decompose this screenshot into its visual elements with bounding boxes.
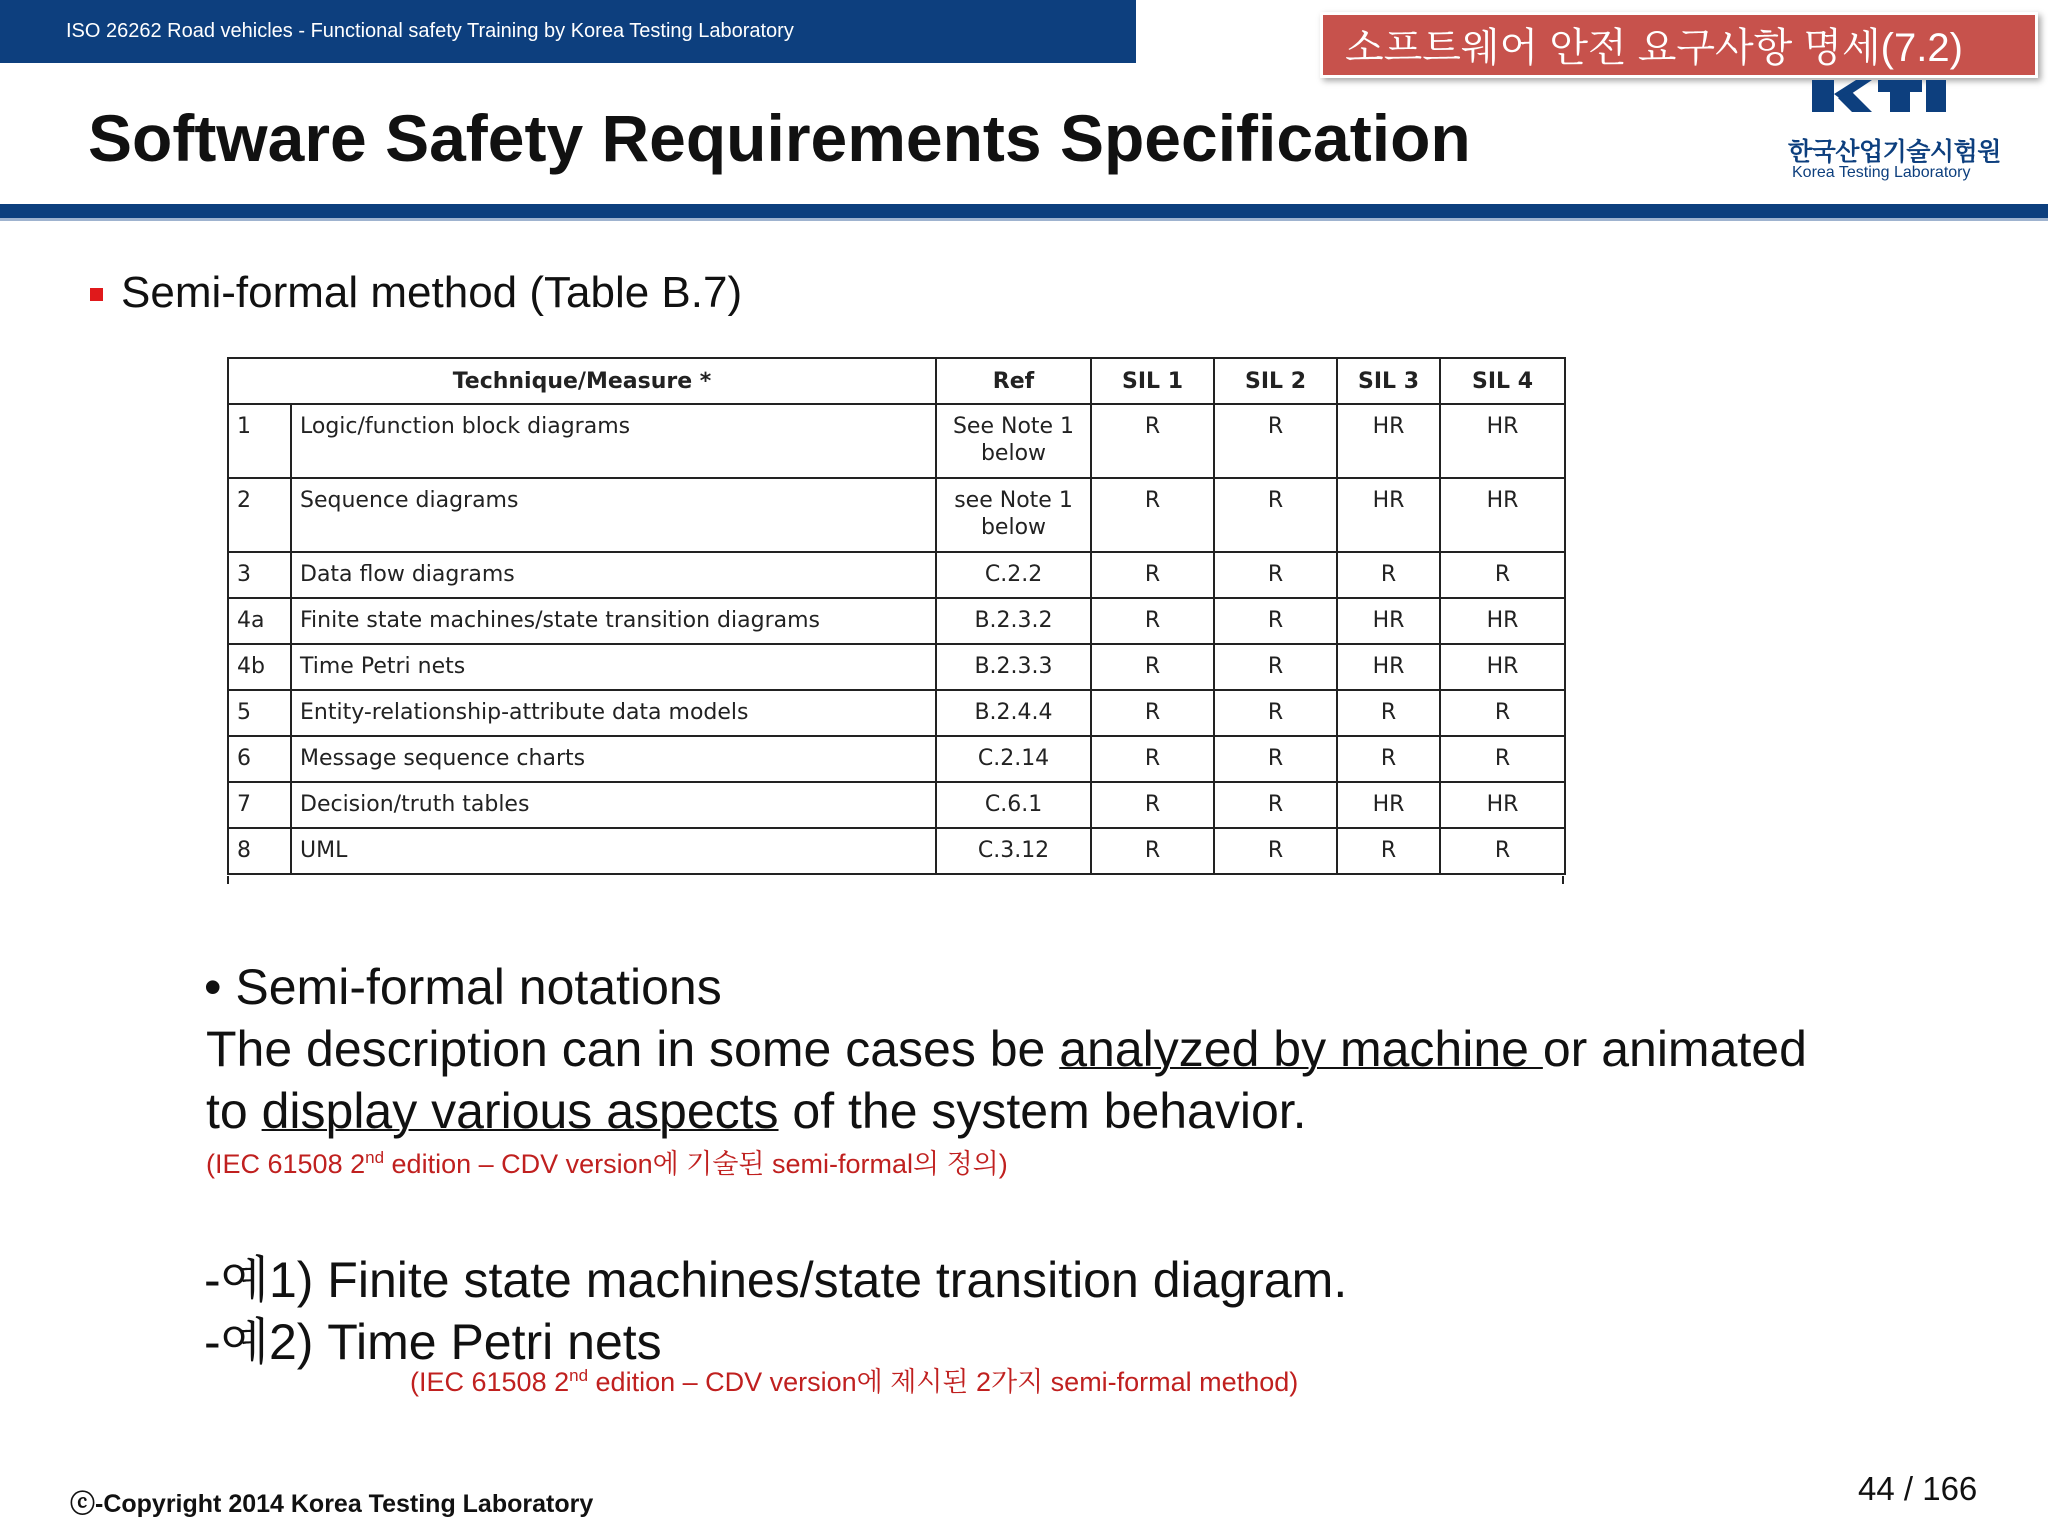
technique-table (227, 357, 1566, 875)
ordinal-suffix: nd (569, 1366, 589, 1385)
row-sil3: HR (1337, 404, 1440, 478)
row-sil3: R (1337, 828, 1440, 874)
copyright-footer: ⓒ-Copyright 2014 Korea Testing Laboratory (70, 1490, 594, 1518)
text-run: to (206, 1083, 262, 1139)
row-sil4: HR (1440, 644, 1565, 690)
row-sil2: R (1214, 782, 1337, 828)
header-sil4: SIL 4 (1440, 358, 1565, 404)
table-continuation (227, 876, 1564, 884)
row-sil2: R (1214, 644, 1337, 690)
emphasis-machine: analyzed by machine (1059, 1021, 1543, 1077)
row-number: 7 (228, 782, 291, 828)
table-row (228, 736, 1565, 782)
row-sil4: HR (1440, 782, 1565, 828)
row-sil1: R (1091, 404, 1214, 478)
row-sil4: HR (1440, 404, 1565, 478)
table-row (228, 690, 1565, 736)
example-1: -예1) Finite state machines/state transition diagram. (204, 1252, 1348, 1308)
page-title: Software Safety Requirements Specification (88, 101, 1471, 175)
row-sil2: R (1214, 404, 1337, 478)
header-sil1: SIL 1 (1091, 358, 1214, 404)
title-divider (0, 204, 2048, 218)
row-sil3: R (1337, 552, 1440, 598)
source-note-1 (206, 1142, 1008, 1181)
text-run: The description can in some cases be (206, 1021, 1060, 1077)
row-sil4: R (1440, 552, 1565, 598)
header-bar (0, 0, 1136, 63)
section-bullet (90, 268, 742, 318)
row-sil4: R (1440, 690, 1565, 736)
source-note-2 (410, 1360, 1298, 1399)
row-sil4: R (1440, 736, 1565, 782)
logo-korean-name: 한국산업기술시험원 (1788, 138, 2001, 166)
row-sil4: HR (1440, 478, 1565, 552)
bullet-square-icon (90, 288, 103, 301)
ref-line: below (980, 515, 1047, 540)
ref-line: See Note 1 (952, 414, 1075, 439)
row-sil2: R (1214, 736, 1337, 782)
notations-heading: • Semi-formal notations (204, 959, 722, 1015)
row-number: 6 (228, 736, 291, 782)
row-technique: Message sequence charts (291, 736, 936, 782)
example-2: -예2) Time Petri nets (204, 1314, 662, 1370)
row-number: 2 (228, 478, 291, 552)
logo-english-name: Korea Testing Laboratory (1792, 164, 1971, 181)
text-run: of the system behavior. (778, 1083, 1307, 1139)
row-sil4: HR (1440, 598, 1565, 644)
row-ref: C.3.12 (936, 828, 1091, 874)
text-run: edition – CDV version에 기술된 semi-formal의 정의) (384, 1149, 1008, 1179)
row-sil3: R (1337, 690, 1440, 736)
row-technique: Sequence diagrams (291, 478, 936, 552)
row-number: 3 (228, 552, 291, 598)
notations-line-2 (206, 1082, 1307, 1140)
row-technique: Finite state machines/state transition diagrams (291, 598, 936, 644)
row-number: 1 (228, 404, 291, 478)
row-sil1: R (1091, 478, 1214, 552)
ref-line: see Note 1 (954, 488, 1073, 513)
header-technique: Technique/Measure * (228, 358, 936, 404)
row-sil2: R (1214, 552, 1337, 598)
title-divider-shadow (0, 218, 2048, 221)
row-sil2: R (1214, 478, 1337, 552)
row-ref (936, 478, 1091, 552)
row-sil1: R (1091, 598, 1214, 644)
row-sil4: R (1440, 828, 1565, 874)
row-number: 4a (228, 598, 291, 644)
header-sil2: SIL 2 (1214, 358, 1337, 404)
row-technique: Data flow diagrams (291, 552, 936, 598)
ktl-logo-mark-icon (1812, 80, 1948, 112)
row-number: 8 (228, 828, 291, 874)
table-row (228, 644, 1565, 690)
row-sil3: HR (1337, 478, 1440, 552)
table-row (228, 828, 1565, 874)
row-number: 4b (228, 644, 291, 690)
row-ref (936, 404, 1091, 478)
bullet-text: Semi-formal method (Table B.7) (121, 268, 743, 317)
ref-line: below (980, 441, 1047, 466)
row-sil2: R (1214, 598, 1337, 644)
table-header-row (228, 358, 1565, 404)
row-sil1: R (1091, 828, 1214, 874)
header-sil3: SIL 3 (1337, 358, 1440, 404)
text-run: or animated (1542, 1021, 1807, 1077)
row-ref: C.2.2 (936, 552, 1091, 598)
row-ref: C.6.1 (936, 782, 1091, 828)
row-ref: C.2.14 (936, 736, 1091, 782)
table-row (228, 782, 1565, 828)
row-sil1: R (1091, 552, 1214, 598)
row-sil1: R (1091, 782, 1214, 828)
row-number: 5 (228, 690, 291, 736)
row-technique: Logic/function block diagrams (291, 404, 936, 478)
text-run: edition – CDV version에 제시된 2가지 semi-formal method) (588, 1367, 1299, 1397)
row-ref: B.2.4.4 (936, 690, 1091, 736)
course-header-text: ISO 26262 Road vehicles - Functional safety Training by Korea Testing Laboratory (66, 20, 794, 42)
row-sil2: R (1214, 828, 1337, 874)
row-ref: B.2.3.2 (936, 598, 1091, 644)
ktl-logo (1760, 80, 2000, 190)
row-technique: UML (291, 828, 936, 874)
page-number: 44 / 166 (1858, 1470, 1978, 1507)
emphasis-aspects: display various aspects (261, 1083, 779, 1139)
row-technique: Time Petri nets (291, 644, 936, 690)
notations-line-1 (206, 1020, 1807, 1078)
row-technique: Decision/truth tables (291, 782, 936, 828)
table-row (228, 552, 1565, 598)
row-sil1: R (1091, 644, 1214, 690)
row-technique: Entity-relationship-attribute data models (291, 690, 936, 736)
table-row (228, 598, 1565, 644)
row-ref: B.2.3.3 (936, 644, 1091, 690)
row-sil3: HR (1337, 782, 1440, 828)
row-sil2: R (1214, 690, 1337, 736)
row-sil3: HR (1337, 644, 1440, 690)
table-row (228, 404, 1565, 478)
row-sil1: R (1091, 736, 1214, 782)
section-badge: 소프트웨어 안전 요구사항 명세(7.2) (1320, 12, 2038, 78)
table-row (228, 478, 1565, 552)
header-ref: Ref (936, 358, 1091, 404)
row-sil3: R (1337, 736, 1440, 782)
row-sil1: R (1091, 690, 1214, 736)
ordinal-suffix: nd (365, 1148, 385, 1167)
row-sil3: HR (1337, 598, 1440, 644)
text-run: (IEC 61508 2 (206, 1149, 366, 1179)
text-run: (IEC 61508 2 (410, 1367, 570, 1397)
